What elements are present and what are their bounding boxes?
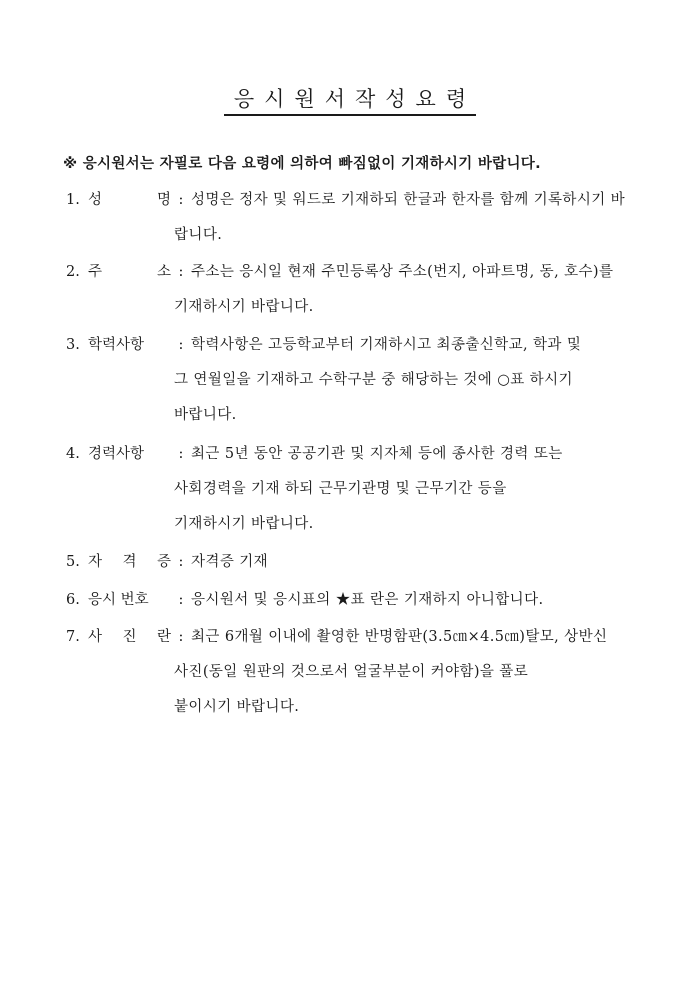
item-text-line: 최근 6개월 이내에 촬영한 반명함판(3.5㎝×4.5㎝)탈모, 상반신 (191, 629, 608, 645)
item-text-line: 기재하시기 바랍니다. (174, 516, 314, 532)
item-number: 5. (66, 554, 80, 570)
item-text-line: 성명은 정자 및 워드로 기재하되 한글과 한자를 함께 기록하시기 바 (191, 192, 626, 208)
item-colon: : (178, 337, 184, 353)
item-number: 3. (66, 337, 80, 353)
item-text-line: 주소는 응시일 현재 주민등록상 주소(번지, 아파트명, 동, 호수)를 (191, 264, 614, 280)
item-text-line: 최근 5년 동안 공공기관 및 지자체 등에 종사한 경력 또는 (191, 446, 563, 462)
item-colon: : (178, 629, 184, 645)
instruction-item-application-number (66, 583, 544, 618)
item-number: 1. (66, 192, 80, 208)
item-label: 주 소 (88, 264, 171, 280)
instruction-item-name (66, 183, 625, 253)
page-title-text: 응시원서작성요령 (224, 86, 476, 116)
instruction-item-address (66, 255, 613, 325)
item-text-line: 기재하시기 바랍니다. (174, 299, 314, 315)
instruction-item-photo (66, 620, 607, 725)
item-text-line: 그 연월일을 기재하고 수학구분 중 해당하는 것에 ○표 하시기 (174, 372, 573, 388)
item-colon: : (178, 192, 184, 208)
item-text-line: 사회경력을 기재 하되 근무기관명 및 근무기간 등을 (174, 481, 507, 497)
page-title (0, 86, 700, 116)
item-number: 2. (66, 264, 80, 280)
item-colon: : (178, 446, 184, 462)
item-label: 성 명 (88, 192, 171, 208)
item-colon: : (178, 264, 184, 280)
item-number: 7. (66, 629, 80, 645)
item-text-line: 바랍니다. (174, 407, 237, 423)
item-text-line: 붙이시기 바랍니다. (174, 699, 300, 715)
notice-text: ※ 응시원서는 자필로 다음 요령에 의하여 빠짐없이 기재하시기 바랍니다. (63, 156, 541, 172)
item-colon: : (178, 592, 184, 608)
item-colon: : (178, 554, 184, 570)
instruction-item-education (66, 328, 581, 433)
item-text-line: 랍니다. (174, 227, 223, 243)
instruction-item-certificate (66, 545, 268, 580)
item-text-line: 사진(동일 원판의 것으로서 얼굴부분이 커야함)을 풀로 (174, 664, 529, 680)
item-text-line: 자격증 기재 (191, 554, 269, 570)
instruction-item-career (66, 437, 563, 542)
item-label: 학력사항 (88, 337, 145, 353)
item-label: 응시 번호 (88, 592, 149, 608)
item-text-line: 학력사항은 고등학교부터 기재하시고 최종출신학교, 학과 및 (191, 337, 582, 353)
item-number: 4. (66, 446, 80, 462)
item-label: 자 격 증 (88, 554, 171, 570)
item-label: 경력사항 (88, 446, 145, 462)
item-number: 6. (66, 592, 80, 608)
item-text-line: 응시원서 및 응시표의 ★표 란은 기재하지 아니합니다. (191, 592, 544, 608)
item-label: 사 진 란 (88, 629, 171, 645)
